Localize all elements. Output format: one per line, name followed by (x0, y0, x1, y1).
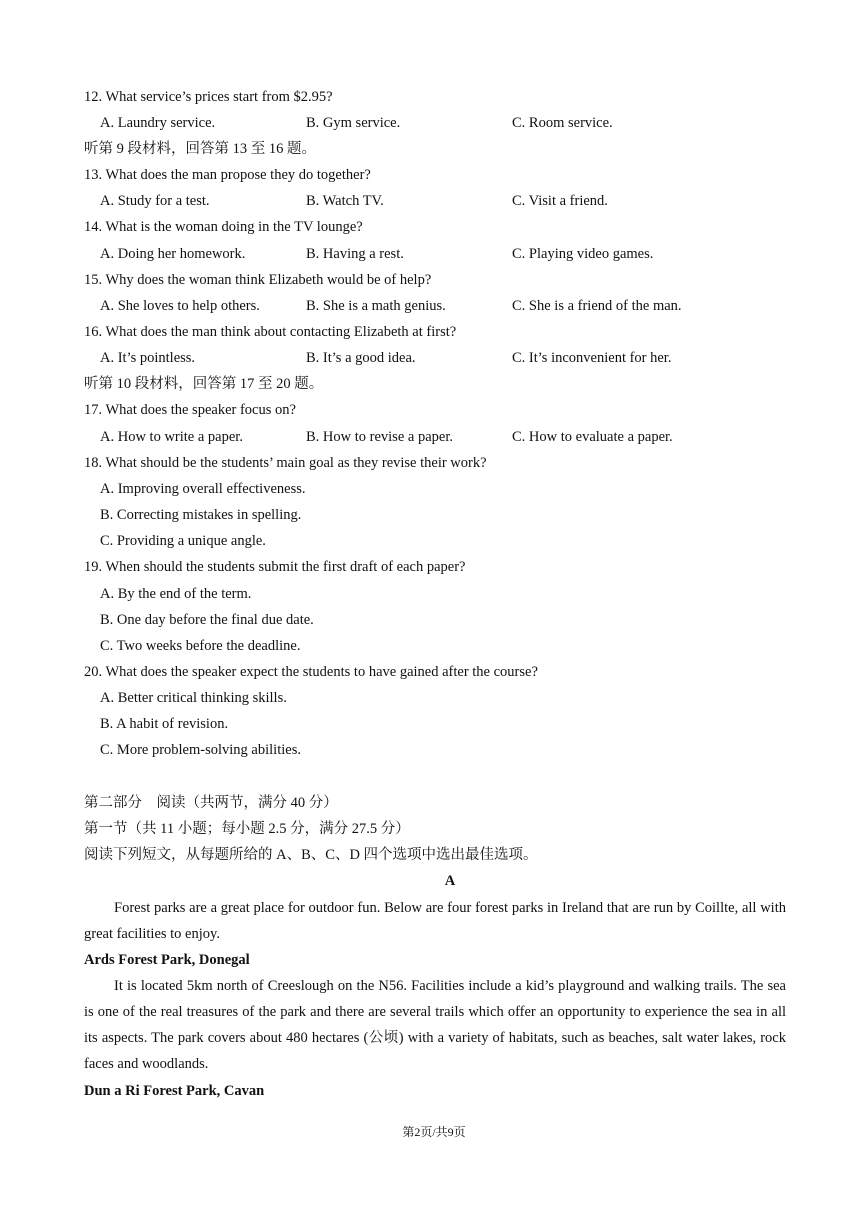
question-18-option-c: C. Providing a unique angle. (100, 533, 266, 549)
question-17-option-c: C. How to evaluate a paper. (512, 429, 673, 445)
question-17-stem: 17. What does the speaker focus on? (84, 402, 296, 418)
question-12-stem: 12. What service’s prices start from $2.95? (84, 89, 333, 105)
question-12-option-c: C. Room service. (512, 115, 613, 131)
question-17-option-a: A. How to write a paper. (100, 429, 243, 445)
question-16-option-c: C. It’s inconvenient for her. (512, 350, 672, 366)
question-14-stem: 14. What is the woman doing in the TV lounge? (84, 219, 363, 235)
question-15-option-c: C. She is a friend of the man. (512, 298, 682, 314)
question-15-option-a: A. She loves to help others. (100, 298, 260, 314)
question-19-option-b: B. One day before the final due date. (100, 612, 314, 628)
passage-intro: Forest parks are a great place for outdoor fun. Below are four forest parks in Ireland that are run by Coillte, all with great facilities to enjoy. (84, 900, 786, 942)
question-16-stem: 16. What does the man think about contacting Elizabeth at first? (84, 324, 457, 340)
question-13-option-c: C. Visit a friend. (512, 193, 608, 209)
question-19-option-a: A. By the end of the term. (100, 586, 252, 602)
question-18-option-a: A. Improving overall effectiveness. (100, 481, 306, 497)
question-14-option-b: B. Having a rest. (306, 246, 404, 262)
question-14-option-a: A. Doing her homework. (100, 246, 246, 262)
question-19-option-c: C. Two weeks before the deadline. (100, 638, 301, 654)
question-15-option-b: B. She is a math genius. (306, 298, 446, 314)
park-2-title: Dun a Ri Forest Park, Cavan (84, 1083, 265, 1099)
question-20-option-c: C. More problem-solving abilities. (100, 742, 301, 758)
question-20-option-b: B. A habit of revision. (100, 716, 229, 732)
passage-label: A (444, 873, 456, 889)
question-12-option-b: B. Gym service. (306, 115, 401, 131)
question-20-option-a: A. Better critical thinking skills. (100, 690, 287, 706)
question-18-option-b: B. Correcting mistakes in spelling. (100, 507, 302, 523)
question-16-option-a: A. It’s pointless. (100, 350, 196, 366)
question-20-stem: 20. What does the speaker expect the students to have gained after the course? (84, 664, 538, 680)
part-2-section-1: 第一节（共 11 小题；每小题 2.5 分，满分 27.5 分） (84, 821, 410, 837)
park-1-title: Ards Forest Park, Donegal (84, 952, 250, 968)
page-number: 第2页/共9页 (402, 1125, 466, 1139)
part-2-directions: 阅读下列短文，从每题所给的 A、B、C、D 四个选项中选出最佳选项。 (84, 847, 538, 863)
question-16-option-b: B. It’s a good idea. (306, 350, 416, 366)
question-13-option-a: A. Study for a test. (100, 193, 210, 209)
question-19-stem: 19. When should the students submit the first draft of each paper? (84, 559, 466, 575)
section-9-instruction: 听第 9 段材料，回答第 13 至 16 题。 (84, 141, 316, 157)
section-10-instruction: 听第 10 段材料，回答第 17 至 20 题。 (84, 376, 324, 392)
question-12-option-a: A. Laundry service. (100, 115, 216, 131)
question-17-option-b: B. How to revise a paper. (306, 429, 453, 445)
part-2-title: 第二部分 阅读（共两节，满分 40 分） (84, 795, 338, 811)
park-1-description: It is located 5km north of Creeslough on the N56. Facilities include a kid’s playground and walking trails. The sea is one of the real treasures of the park and there are several trails which offer an opportunity to experience the sea in all its aspects. The park covers about 480 hectares (公顷) with a variety of habitats, such as beaches, salt water lakes, rock faces and woodlands. (84, 978, 786, 1072)
question-18-stem: 18. What should be the students’ main goal as they revise their work? (84, 455, 487, 471)
question-13-option-b: B. Watch TV. (306, 193, 384, 209)
question-14-option-c: C. Playing video games. (512, 246, 654, 262)
question-15-stem: 15. Why does the woman think Elizabeth would be of help? (84, 272, 432, 288)
question-13-stem: 13. What does the man propose they do together? (84, 167, 371, 183)
